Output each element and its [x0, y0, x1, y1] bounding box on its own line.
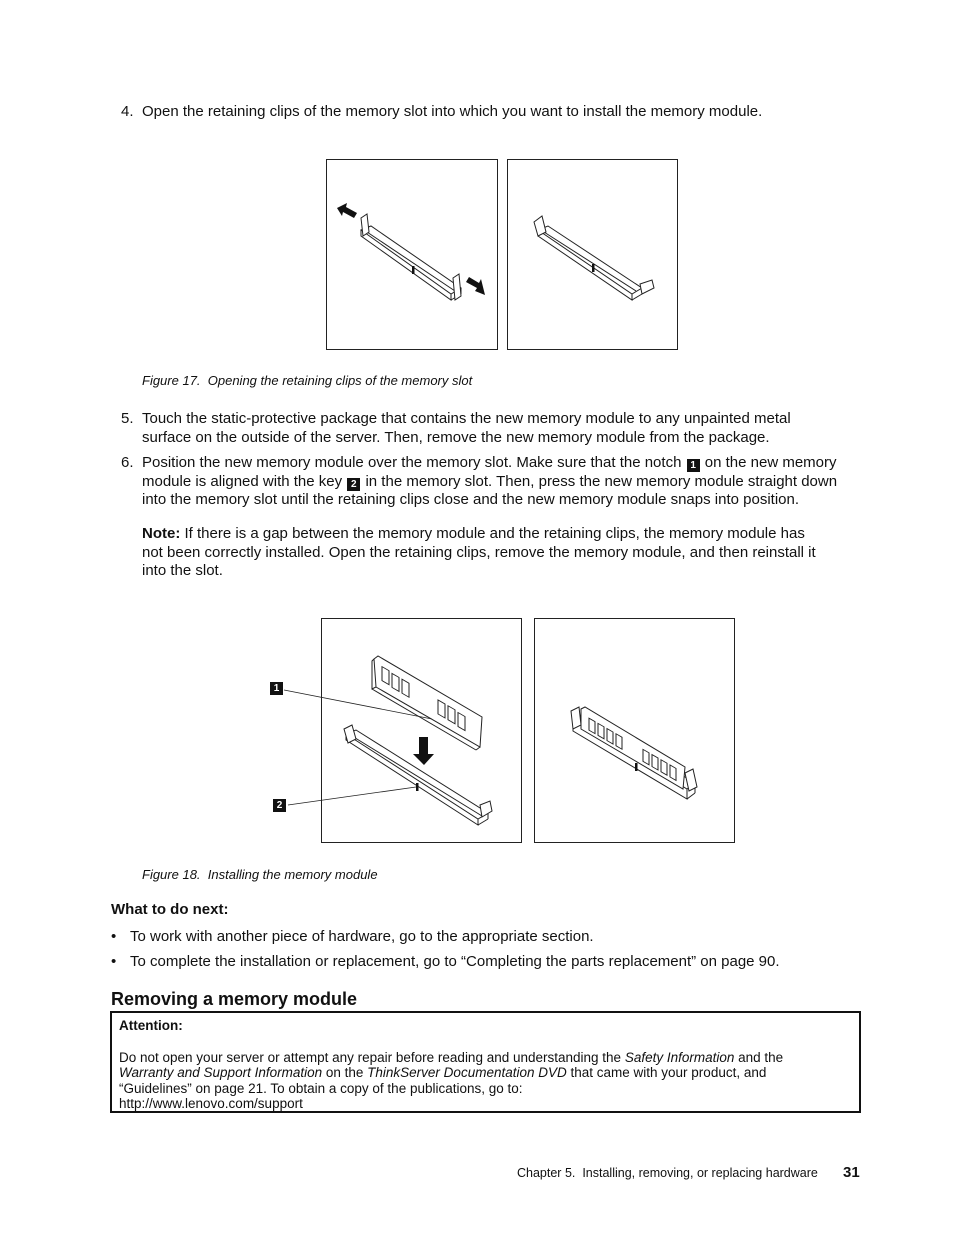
step-5 [121, 410, 881, 448]
step-4 [121, 103, 881, 122]
attention-text: on the [322, 1065, 368, 1080]
bullet-text: To complete the installation or replacement, go to “Completing the parts replacement” on page 90. [130, 953, 780, 970]
step-text: into the memory slot until the retaining clips close and the new memory module snaps into position. [142, 491, 800, 508]
callout-key-2: 2 [347, 478, 360, 491]
note-text: If there is a gap between the memory module and the retaining clips, the memory module has [184, 525, 805, 542]
bullet-dot: • [111, 953, 117, 970]
note-label: Note: [142, 525, 181, 542]
bullet-text: To work with another piece of hardware, go to the appropriate section. [130, 928, 594, 945]
note-text: not been correctly installed. Open the retaining clips, remove the memory module, and then reinstall it [142, 543, 816, 561]
what-to-do-next-heading: What to do next: [111, 901, 229, 918]
attention-box [110, 1011, 861, 1113]
attention-publication-title: Warranty and Support Information [119, 1065, 323, 1080]
note-text: into the slot. [142, 562, 223, 579]
step-text: on the new memory [704, 454, 837, 471]
attention-text: and the [734, 1049, 784, 1065]
attention-label: Attention: [119, 1018, 183, 1033]
next-bullet-1 [111, 928, 871, 946]
attention-text: “Guidelines” on page 21. To obtain a copy of the publications, go to: [119, 1080, 523, 1096]
step-text-line: surface on the outside of the server. Then, remove the new memory module from the package. [142, 428, 770, 446]
section-heading: Removing a memory module [111, 989, 358, 1009]
figure-18-panel-installed-module [534, 618, 735, 843]
memory-module-alignment-illustration [322, 619, 521, 842]
footer-chapter: Chapter 5. Installing, removing, or replacing hardware [517, 1166, 818, 1180]
callout-key-1: 1 [687, 459, 700, 472]
memory-slot-clips-opened-illustration [508, 160, 677, 349]
memory-slot-open-clips-illustration [327, 160, 497, 349]
figure-18-caption: Figure 18. Installing the memory module [142, 867, 378, 882]
bullet-dot: • [111, 928, 117, 945]
step-number: 5. [121, 410, 134, 427]
step-text: in the memory slot. Then, press the new memory module straight down [365, 472, 838, 490]
note-block [142, 525, 882, 583]
page-number: 31 [843, 1164, 860, 1181]
step-6 [121, 454, 881, 512]
step-text: Position the new memory module over the memory slot. Make sure that the notch [142, 454, 682, 471]
attention-publication-title: ThinkServer Documentation DVD [367, 1065, 567, 1080]
figure-callout-1: 1 [270, 682, 283, 695]
attention-text: Do not open your server or attempt any repair before reading and understanding the [119, 1049, 625, 1065]
step-text-line: Touch the static-protective package that contains the new memory module to any unpainted metal [142, 410, 791, 427]
step-text: Open the retaining clips of the memory slot into which you want to install the memory module. [142, 103, 763, 120]
attention-publication-title: Safety Information [624, 1049, 735, 1065]
step-number: 4. [121, 103, 134, 120]
attention-support-link[interactable]: http://www.lenovo.com/support [119, 1096, 303, 1111]
figure-17-panel-open-clips [326, 159, 498, 350]
step-text: module is aligned with the key [142, 472, 343, 490]
figure-17-panel-clips-opened [507, 159, 678, 350]
next-bullet-2 [111, 953, 871, 971]
attention-text: that came with your product, and [566, 1065, 767, 1080]
figure-18-panel-align-module [321, 618, 522, 843]
memory-module-installed-illustration [535, 619, 734, 842]
step-number: 6. [121, 454, 134, 471]
figure-17-caption: Figure 17. Opening the retaining clips of the memory slot [142, 373, 473, 388]
figure-callout-2: 2 [273, 799, 286, 812]
